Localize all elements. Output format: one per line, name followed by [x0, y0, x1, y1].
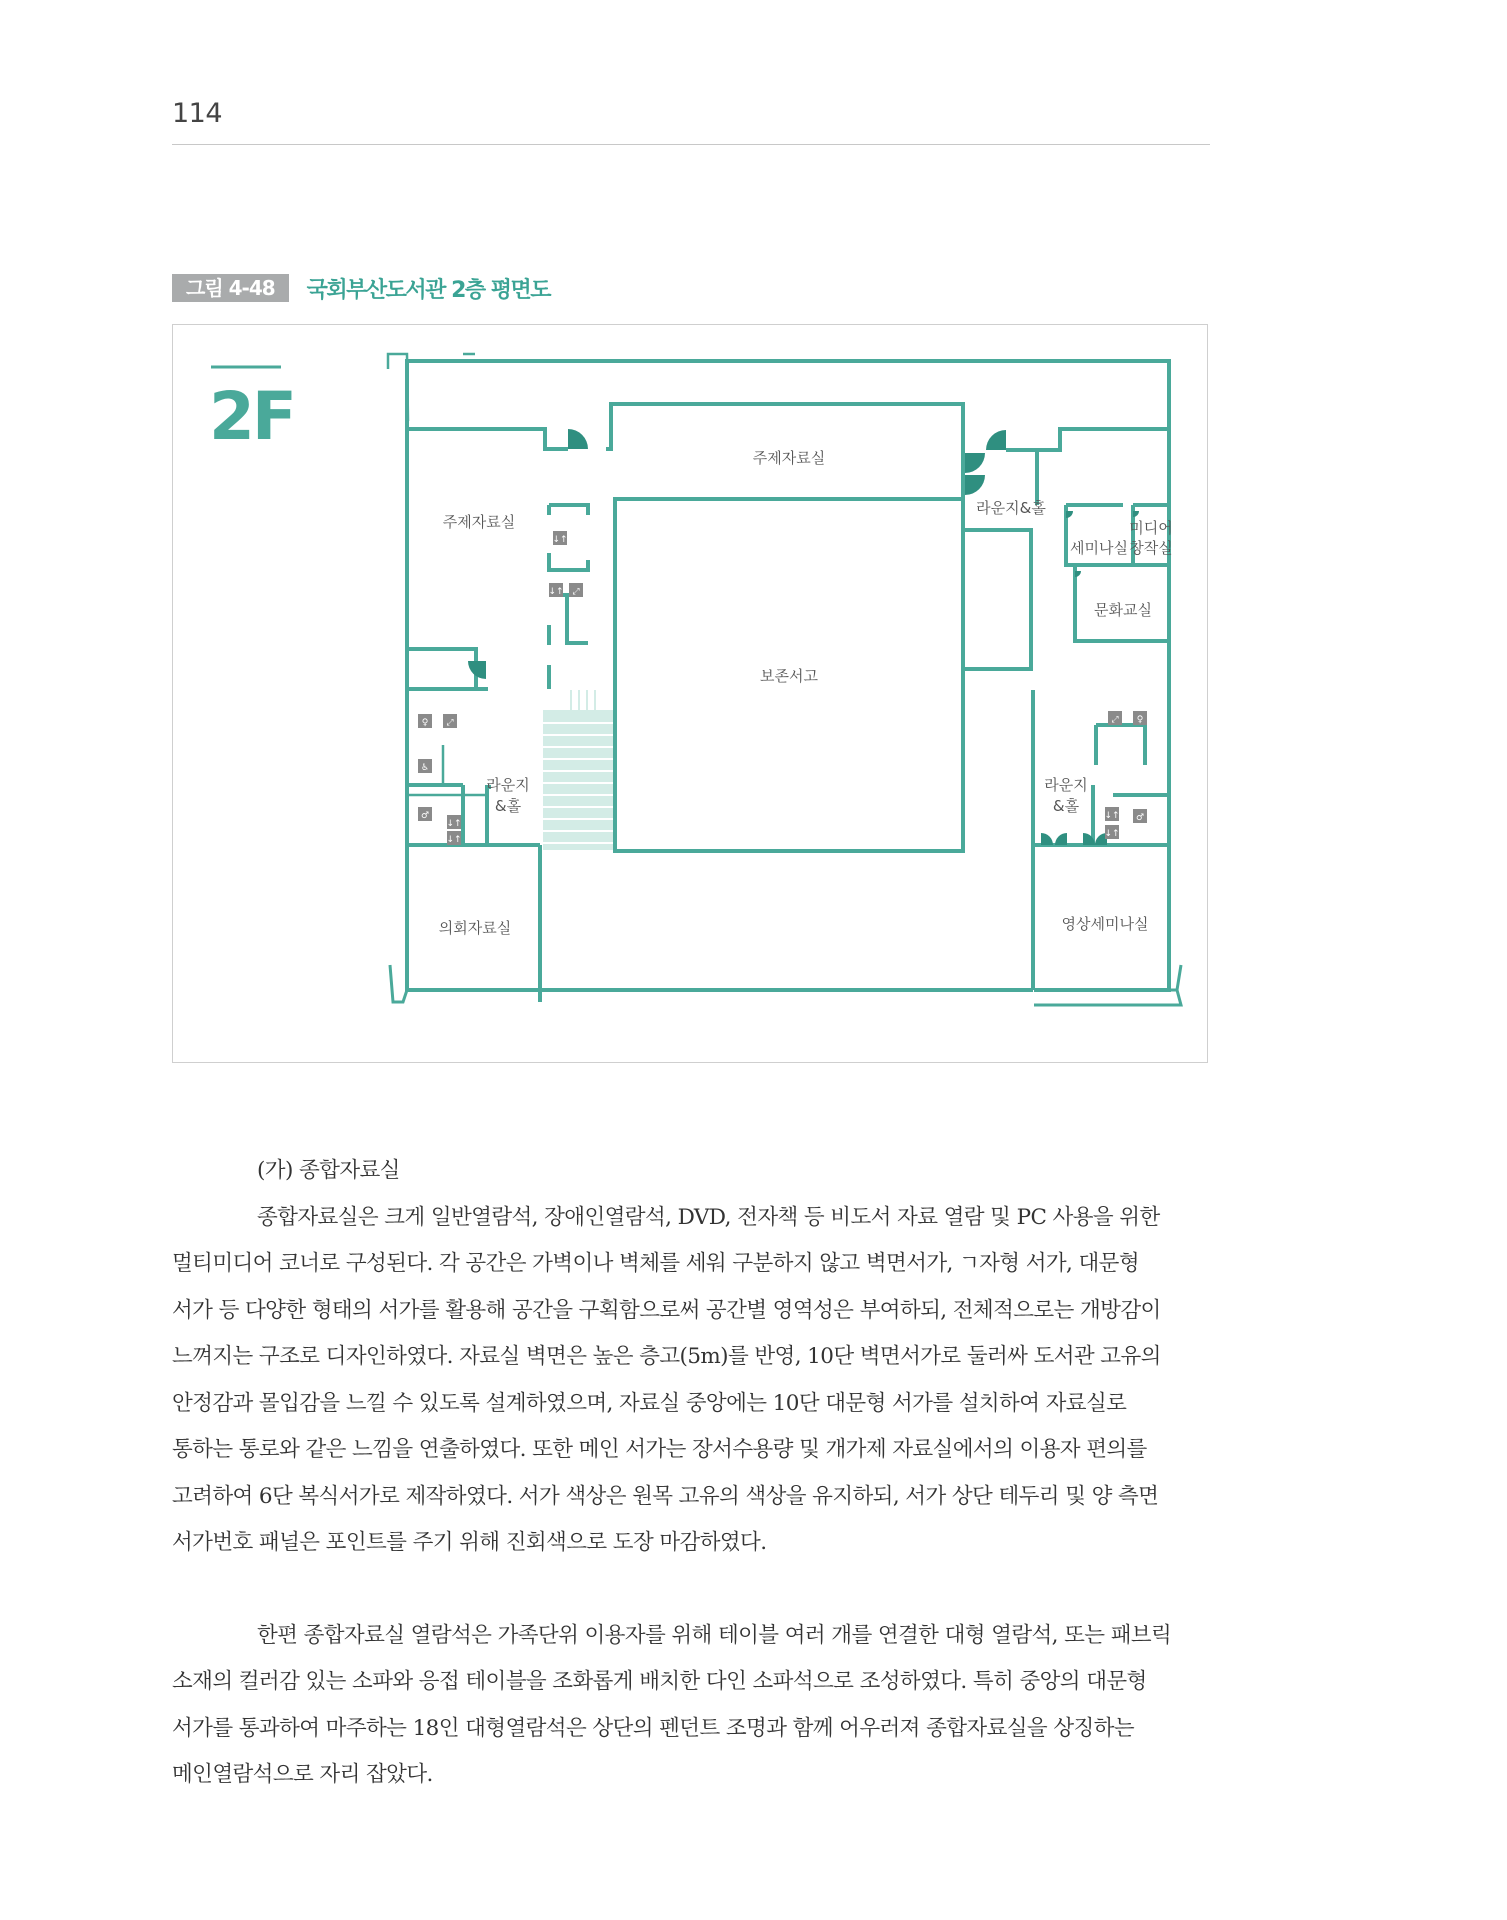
paragraph-line: 통하는 통로와 같은 느낌을 연출하였다. 또한 메인 서가는 장서수용량 및 개가제 자료실에서의 이용자 편의를 — [172, 1437, 1147, 1462]
svg-text:↓↑: ↓↑ — [1104, 811, 1120, 821]
floor-plan-figure — [172, 324, 1208, 1063]
floor-plan-drawing — [173, 325, 1209, 1064]
facility-icons — [418, 531, 1147, 845]
paragraph-1 — [172, 1195, 1210, 1567]
room-label-lounge-left-1: 라운지 — [486, 776, 530, 794]
room-label-lounge-left-2: &홀 — [494, 797, 522, 815]
svg-text:♿: ♿ — [420, 763, 430, 773]
room-label-media-line2: 창작실 — [1129, 539, 1173, 557]
svg-text:⤢: ⤢ — [446, 718, 454, 728]
paragraph-line: 소재의 컬러감 있는 소파와 응접 테이블을 조화롭게 배치한 다인 소파석으로 조성하였다. 특히 중앙의 대문형 — [172, 1669, 1147, 1694]
paragraph-line: 서가 등 다양한 형태의 서가를 활용해 공간을 구획함으로써 공간별 영역성은 부여하되, 전체적으로는 개방감이 — [172, 1297, 1161, 1323]
svg-text:↓↑: ↓↑ — [446, 835, 462, 845]
body-text — [172, 1148, 1210, 1799]
svg-text:⤢: ⤢ — [572, 587, 580, 597]
section-subhead: (가) 종합자료실 — [257, 1158, 400, 1183]
paragraph-2 — [172, 1613, 1210, 1799]
paragraph-line: 고려하여 6단 복식서가로 제작하였다. 서가 색상은 원목 고유의 색상을 유지하되, 서가 상단 테두리 및 양 측면 — [172, 1483, 1159, 1509]
room-label-stacks: 보존서고 — [760, 667, 818, 685]
svg-text:♀: ♀ — [421, 718, 429, 728]
room-label-subject-left: 주제자료실 — [442, 513, 516, 531]
header-rule — [172, 144, 1210, 145]
room-label-lounge-right-1: 라운지 — [1044, 776, 1088, 794]
svg-text:↓↑: ↓↑ — [446, 819, 462, 829]
paragraph-line: 종합자료실은 크게 일반열람석, 장애인열람석, DVD, 전자책 등 비도서 자료 열람 및 PC 사용을 위한 — [257, 1204, 1160, 1230]
figure-title: 국회부산도서관 2층 평면도 — [306, 277, 551, 303]
svg-text:⤢: ⤢ — [1111, 715, 1119, 725]
room-label-video-seminar: 영상세미나실 — [1061, 915, 1149, 933]
svg-text:♂: ♂ — [420, 811, 430, 821]
paragraph-line: 한편 종합자료실 열람석은 가족단위 이용자를 위해 테이블 여러 개를 연결한 대형 열람석, 또는 패브릭 — [257, 1622, 1172, 1648]
room-label-lounge-top-right: 라운지&홀 — [976, 499, 1046, 517]
room-label-parliament: 의회자료실 — [438, 919, 512, 937]
figure-badge: 그림 4-48 — [172, 274, 289, 302]
svg-text:♀: ♀ — [1136, 715, 1144, 725]
svg-text:↓↑: ↓↑ — [1104, 829, 1120, 839]
room-label-seminar: 세미나실 — [1070, 539, 1128, 557]
figure-caption — [172, 274, 550, 302]
paragraph-line: 메인열람석으로 자리 잡았다. — [172, 1762, 433, 1787]
room-label-media-line1: 미디어 — [1129, 519, 1173, 537]
stair — [543, 690, 613, 850]
room-label-subject-top: 주제자료실 — [752, 449, 826, 467]
paragraph-line: 멀티미디어 코너로 구성된다. 각 공간은 가벽이나 벽체를 세워 구분하지 않고 벽면서가, ㄱ자형 서가, 대문형 — [172, 1251, 1140, 1276]
paragraph-line: 느껴지는 구조로 디자인하였다. 자료실 벽면은 높은 층고(5m)를 반영, 10단 벽면서가로 둘러싸 도서관 고유의 — [172, 1344, 1161, 1369]
paragraph-gap — [172, 1567, 1210, 1613]
svg-text:↓↑: ↓↑ — [548, 587, 564, 597]
paragraph-line: 서가번호 패널은 포인트를 주기 위해 진회색으로 도장 마감하였다. — [172, 1530, 767, 1555]
svg-text:♂: ♂ — [1135, 813, 1145, 823]
room-label-lounge-right-2: &홀 — [1052, 797, 1080, 815]
room-label-culture: 문화교실 — [1094, 601, 1152, 619]
svg-text:↓↑: ↓↑ — [552, 535, 568, 545]
floor-label: 2F — [209, 378, 295, 455]
page-number: 114 — [172, 98, 223, 129]
paragraph-line: 안정감과 몰입감을 느낄 수 있도록 설계하였으며, 자료실 중앙에는 10단 대문형 서가를 설치하여 자료실로 — [172, 1390, 1127, 1416]
paragraph-line: 서가를 통과하여 마주하는 18인 대형열람석은 상단의 펜던트 조명과 함께 어우러져 종합자료실을 상징하는 — [172, 1715, 1135, 1741]
